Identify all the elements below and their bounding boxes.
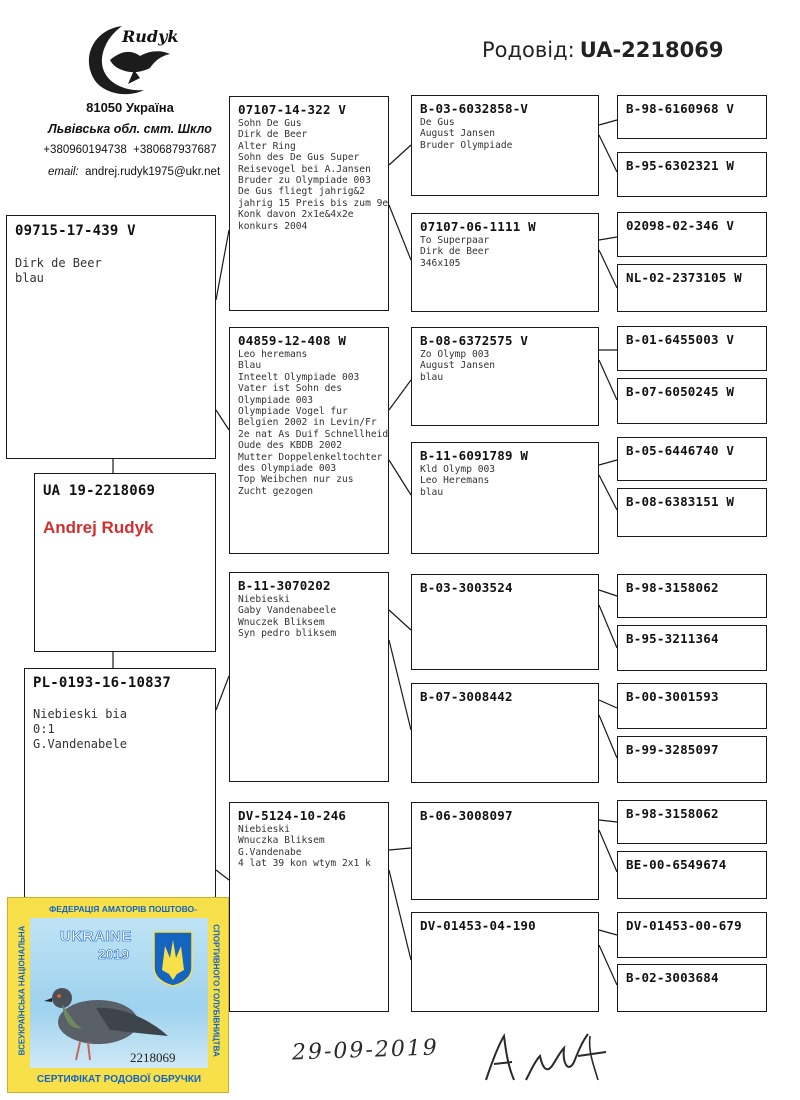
g4-card[interactable] <box>617 488 767 537</box>
stamp-arc-right: СПОРТИВНОГО ГОЛУБІВНИЦТВА <box>211 924 221 1057</box>
address-line2: Львівська обл. смт. Шкло <box>48 122 212 136</box>
g4-ring: B-98-3158062 <box>626 806 719 821</box>
sire-notes <box>15 256 102 286</box>
g4-card[interactable] <box>617 574 767 618</box>
g4-card[interactable] <box>617 851 767 899</box>
g4-ring: B-98-3158062 <box>626 580 719 595</box>
note-line: Bruder Olympiade <box>420 139 513 151</box>
note-line: Gaby Vandenabeele <box>238 605 337 617</box>
g2-notes <box>238 349 388 497</box>
logo-text: Rudyk <box>122 27 179 46</box>
note-line: Top Weibchen nur zus <box>238 474 354 486</box>
note-line: Kld Olymp 003 <box>420 464 496 475</box>
g4-card[interactable] <box>617 212 767 257</box>
g3-ring: B-08-6372575 V <box>420 333 529 348</box>
stamp-year: 2019 <box>98 946 130 962</box>
g4-ring: B-05-6446740 V <box>626 443 735 458</box>
g4-card[interactable] <box>617 800 767 844</box>
note-line: des Olympiade 003 <box>238 463 337 475</box>
g3-ring: B-11-6091789 W <box>420 448 529 463</box>
g4-card[interactable] <box>617 326 767 371</box>
g4-card[interactable] <box>617 964 767 1012</box>
g3-notes <box>420 117 512 151</box>
note-line: Syn pedro bliksem <box>238 628 337 640</box>
g4-ring: B-08-6383151 W <box>626 494 735 509</box>
note-line: Leo heremans <box>238 349 308 360</box>
note-line: August Jansen <box>420 128 496 140</box>
g4-card[interactable] <box>617 264 767 312</box>
signature-date: 29-09-2019 <box>291 1035 440 1066</box>
g2-notes <box>238 594 336 640</box>
g3-ring: B-06-3008097 <box>420 808 513 823</box>
g2-card[interactable] <box>229 572 389 782</box>
note-line: Alter Ring <box>238 140 296 152</box>
g2-notes <box>238 118 388 232</box>
note-line: De Gus fliegt jahrig&2 <box>238 186 366 198</box>
email-label: email: <box>48 166 79 178</box>
dam-card[interactable] <box>24 668 216 910</box>
note-line: blau <box>420 486 444 498</box>
stamp-country: UKRAINE <box>60 928 132 945</box>
title-number: UA-2218069 <box>579 38 724 62</box>
stamp-bottom-text: СЕРТИФІКАТ РОДОВОЇ ОБРУЧКИ <box>36 1074 202 1085</box>
note-line: G.Vandenabele <box>33 737 127 751</box>
g4-ring: B-95-3211364 <box>626 631 719 646</box>
g2-card[interactable] <box>229 327 389 554</box>
g3-card[interactable] <box>411 95 599 196</box>
g2-ring: 07107-14-322 V <box>238 102 347 117</box>
note-line: Olympiade Vogel fur <box>238 406 348 418</box>
note-line: Konk davon 2x1e&4x2e <box>238 209 354 221</box>
note-line: Leo Heremans <box>420 475 490 487</box>
g4-card[interactable] <box>617 152 767 197</box>
note-line: Oude des KBDB 2002 <box>238 440 342 452</box>
note-line: Inteelt Olympiade 003 <box>238 371 360 383</box>
note-line: Vater ist Sohn des <box>238 383 342 395</box>
note-line: blau <box>420 371 444 383</box>
stamp-arc-left: ВСЕУКРАЇНСЬКА НАЦІОНАЛЬНА <box>17 925 27 1056</box>
g2-card[interactable] <box>229 802 389 1012</box>
g4-card[interactable] <box>617 625 767 671</box>
g4-card[interactable] <box>617 378 767 424</box>
pigeon-icon <box>36 964 176 1064</box>
note-line: G.Vandenabe <box>238 846 302 858</box>
g4-card[interactable] <box>617 95 767 139</box>
note-line: Dirk de Beer <box>238 129 308 141</box>
note-line: blau <box>15 271 44 285</box>
g3-notes <box>420 349 495 383</box>
g3-card[interactable] <box>411 912 599 1012</box>
g3-card[interactable] <box>411 213 599 312</box>
note-line: Zucht gezogen <box>238 485 314 497</box>
note-line: jahrig 15 Preis bis zum 9e <box>238 197 389 209</box>
note-line: Niebieski bia <box>33 707 127 721</box>
handwritten-signature <box>478 1022 628 1092</box>
note-line: Reisevogel bei A.Jansen <box>238 163 371 175</box>
g3-card[interactable] <box>411 802 599 900</box>
g3-card[interactable] <box>411 683 599 783</box>
phones: +380960194738 +380687937687 <box>43 144 217 156</box>
subject-card[interactable] <box>34 473 216 652</box>
g4-ring: DV-01453-00-679 <box>626 918 742 933</box>
note-line: Wnuczek Bliksem <box>238 616 325 628</box>
g2-ring: DV-5124-10-246 <box>238 808 347 823</box>
g4-ring: 02098-02-346 V <box>626 218 735 233</box>
note-line: 0:1 <box>33 722 55 736</box>
note-line: Olympiade 003 <box>238 394 314 406</box>
note-line: Niebieski <box>238 594 290 605</box>
note-line: konkurs 2004 <box>238 220 308 232</box>
note-line: Sohn des De Gus Super <box>238 152 360 164</box>
g3-ring: B-03-3003524 <box>420 580 513 595</box>
g4-ring: B-99-3285097 <box>626 742 719 757</box>
sire-ring: 09715-17-439 V <box>15 223 136 239</box>
note-line: August Jansen <box>420 360 496 372</box>
sire-card[interactable] <box>6 215 216 459</box>
dam-ring: PL-0193-16-10837 <box>33 675 172 691</box>
note-line: Niebieski <box>238 824 290 835</box>
owner-name: Andrej Rudyk <box>43 518 154 537</box>
g4-ring: B-95-6302321 W <box>626 158 735 173</box>
note-line: 346x105 <box>420 257 461 269</box>
g3-ring: 07107-06-1111 W <box>420 219 536 234</box>
note-line: Zo Olymp 003 <box>420 349 490 360</box>
g4-ring: NL-02-2373105 W <box>626 270 742 285</box>
g4-ring: B-98-6160968 V <box>626 101 735 116</box>
g4-card[interactable] <box>617 683 767 729</box>
subject-ring: UA 19-2218069 <box>43 483 156 499</box>
note-line: Blau <box>238 360 262 372</box>
note-line: Wnuczka Bliksem <box>238 835 325 847</box>
g2-ring: B-11-3070202 <box>238 578 331 593</box>
g4-ring: B-02-3003684 <box>626 970 719 985</box>
note-line: 2e nat As Duif Schnellheid <box>238 428 389 440</box>
stamp-number: 2218069 <box>130 1050 176 1065</box>
g3-card[interactable] <box>411 574 599 670</box>
note-line: Mutter Doppelenkeltochter <box>238 451 383 463</box>
stamp-arc-top: ФЕДЕРАЦІЯ АМАТОРІВ ПОШТОВО- <box>48 904 198 914</box>
g3-notes <box>420 464 495 498</box>
note-line: Belgien 2002 in Levin/Fr <box>238 417 377 429</box>
note-line: Dirk de Beer <box>420 246 490 258</box>
note-line: To Superpaar <box>420 235 490 246</box>
g4-ring: B-00-3001593 <box>626 689 719 704</box>
dam-notes <box>33 707 127 752</box>
note-line: De Gus <box>420 117 455 128</box>
g3-notes <box>420 235 489 269</box>
email-link[interactable]: andrej.rudyk1975@ukr.net <box>85 166 221 178</box>
note-line: 4 lat 39 kon wtym 2x1 k <box>238 858 371 870</box>
g4-card[interactable] <box>617 437 767 481</box>
note-line: Bruder zu Olympiade 003 <box>238 175 371 187</box>
g4-card[interactable] <box>617 912 767 958</box>
g2-card[interactable] <box>229 96 389 311</box>
g4-ring: B-01-6455003 V <box>626 332 735 347</box>
address-line1: 81050 Україна <box>86 100 174 115</box>
note-line: Dirk de Beer <box>15 256 102 270</box>
g3-ring: B-07-3008442 <box>420 689 513 704</box>
g4-card[interactable] <box>617 736 767 783</box>
title-prefix: Родовід: <box>482 38 575 62</box>
g3-ring: DV-01453-04-190 <box>420 918 536 933</box>
g3-ring: B-03-6032858-V <box>420 101 529 116</box>
g2-ring: 04859-12-408 W <box>238 333 347 348</box>
g4-ring: BE-00-6549674 <box>626 857 727 872</box>
g2-notes <box>238 824 371 870</box>
g3-card[interactable] <box>411 327 599 426</box>
note-line: Sohn De Gus <box>238 118 302 129</box>
g3-card[interactable] <box>411 442 599 554</box>
ring-certificate-stamp <box>7 897 229 1093</box>
g4-ring: B-07-6050245 W <box>626 384 735 399</box>
